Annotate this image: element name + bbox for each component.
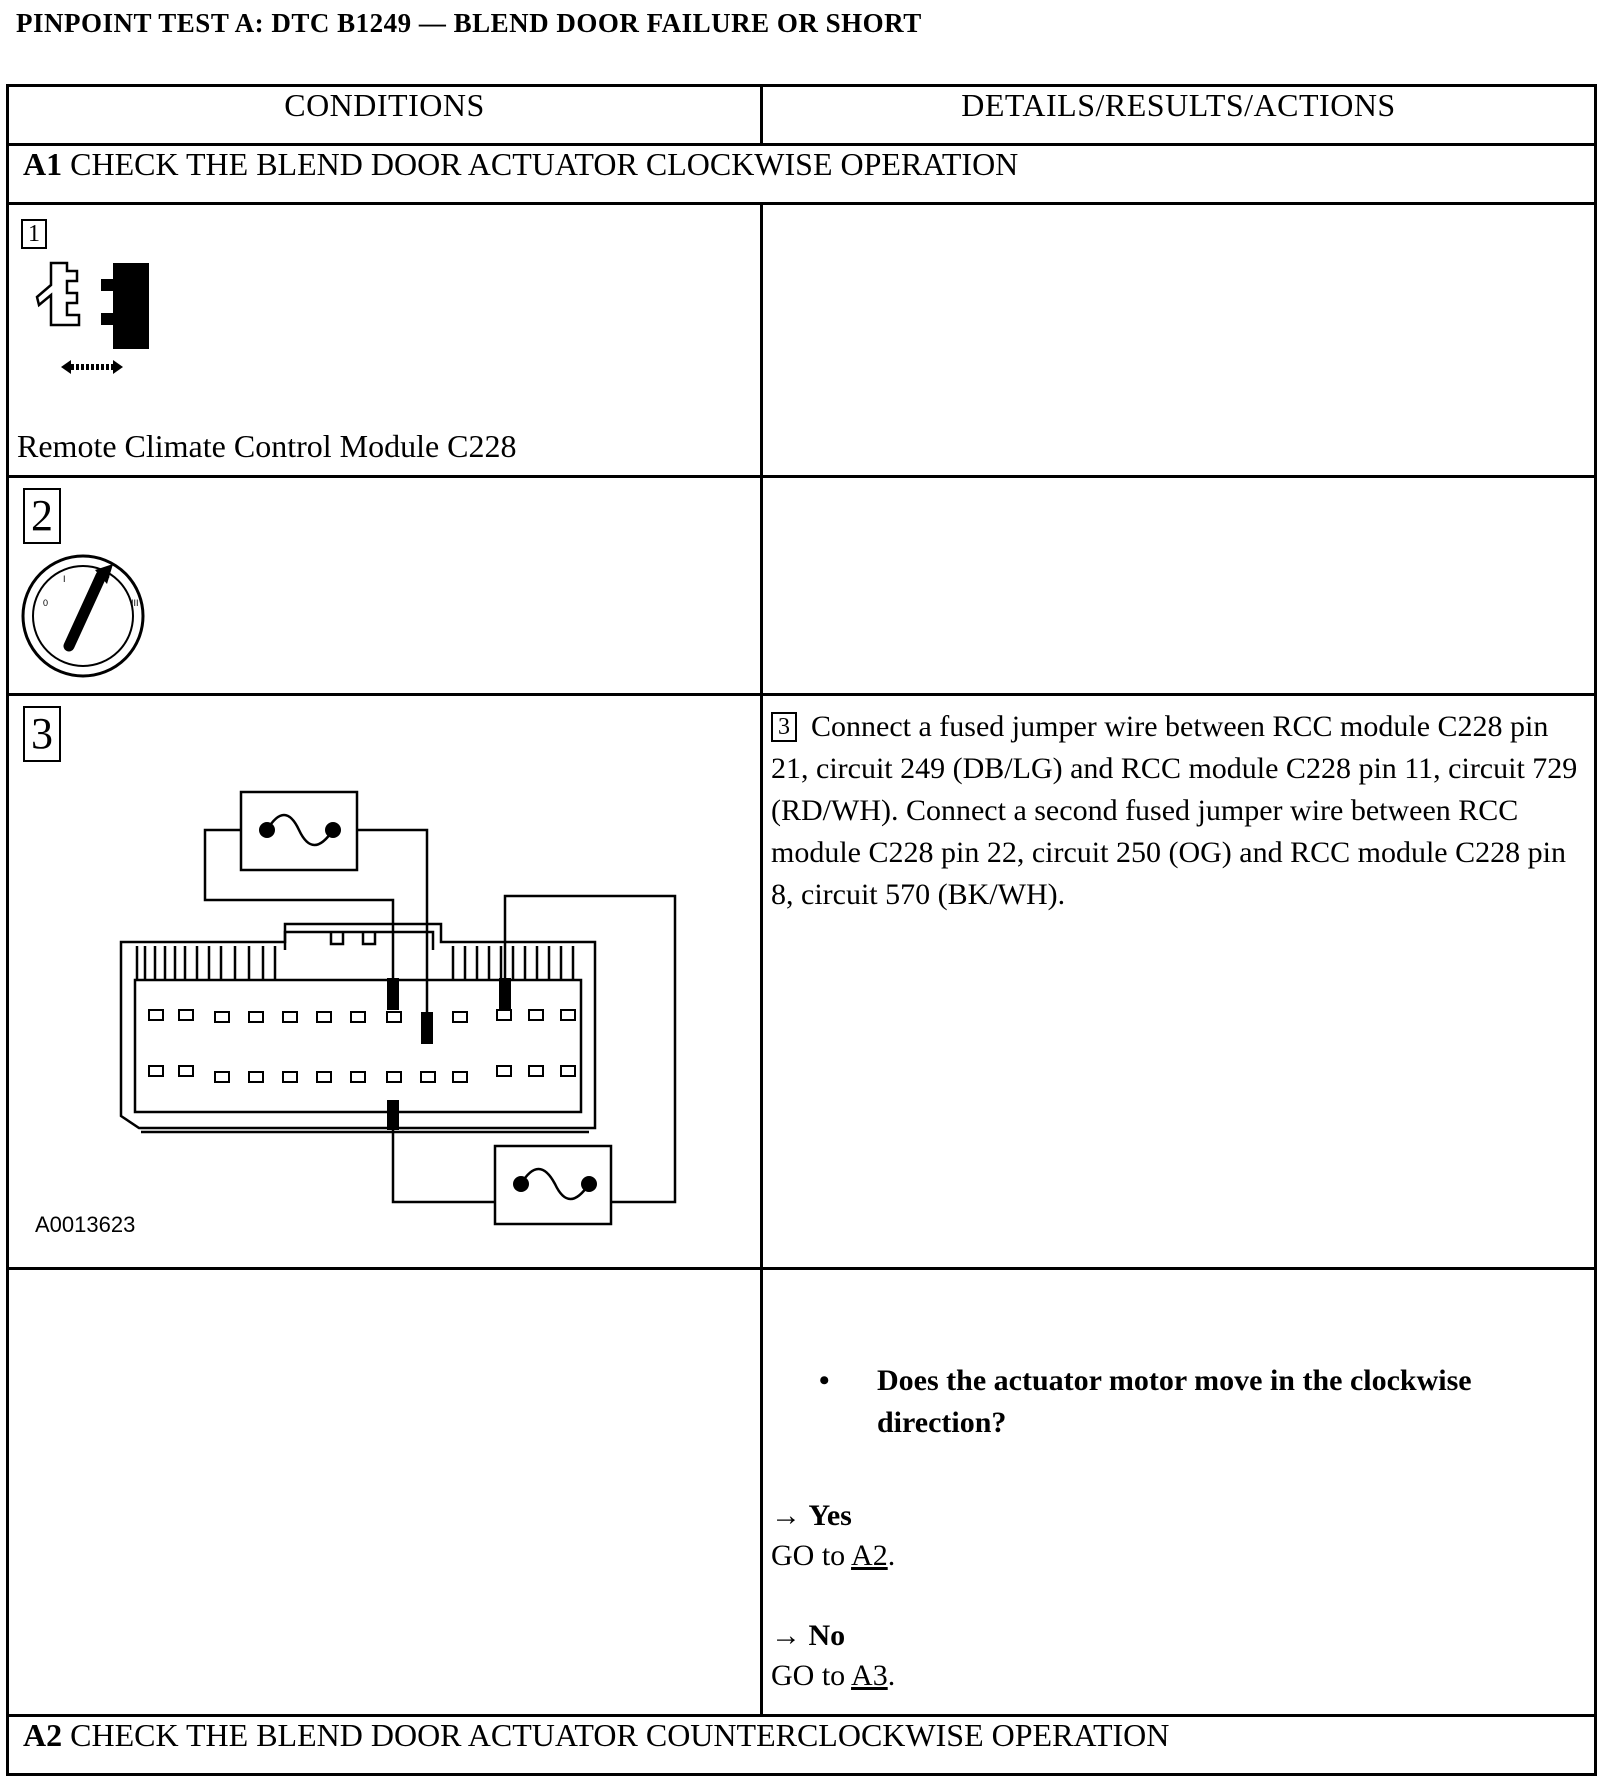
question-condition — [8, 1268, 762, 1715]
link-a3[interactable]: A3 — [851, 1658, 888, 1692]
step-3-condition — [8, 695, 762, 1268]
section-row-a2 — [8, 1715, 1596, 1774]
step-3-inline-number: 3 — [771, 712, 797, 742]
right-arrow-icon: → — [771, 1618, 801, 1652]
result-yes-answer: Yes — [808, 1498, 852, 1532]
question-text: Does the actuator motor move in the clockwise direction? — [877, 1363, 1472, 1439]
pinpoint-table — [6, 84, 1597, 1776]
step-3-instructions: Connect a fused jumper wire between RCC module C228 pin 21, circuit 249 (DB/LG) and RCC module C228 pin 11, circuit 729 (RD/WH). Connect a second fused jumper wire between RCC module C228 pin 22, circuit 250 (OG) and RCC module C228 pin 8, circuit 570 (BK/WH). — [771, 710, 1578, 912]
figure-id: A0013623 — [35, 1212, 136, 1238]
result-no-answer: No — [808, 1618, 846, 1652]
link-a2[interactable]: A2 — [851, 1538, 888, 1572]
conditions-header: CONDITIONS — [8, 86, 762, 145]
step-1-row — [8, 204, 1596, 477]
connector-disconnect-icon — [9, 205, 149, 375]
step-3-row — [8, 695, 1596, 1268]
ignition-label-3: III — [131, 597, 139, 608]
ignition-switch-icon — [9, 478, 149, 688]
section-row-a1 — [8, 145, 1596, 204]
step-3-number: 3 — [23, 706, 61, 762]
ignition-label-0: 0 — [43, 597, 49, 608]
step-1-caption: Remote Climate Control Module C228 — [17, 428, 517, 465]
section-a2-title — [8, 1715, 1596, 1774]
bullet-icon: • — [819, 1363, 830, 1397]
details-header: DETAILS/RESULTS/ACTIONS — [762, 86, 1596, 145]
step-1-number: 1 — [21, 219, 47, 249]
ignition-label-1: I — [63, 573, 66, 584]
step-2-condition — [8, 476, 762, 695]
jumper-wire-diagram — [9, 696, 763, 1262]
ignition-label-2: II — [105, 569, 111, 580]
step-2-row — [8, 476, 1596, 695]
section-a1-id: A1 — [23, 146, 63, 183]
result-no: → No GO to A3. — [771, 1618, 896, 1692]
step-1-details — [762, 204, 1596, 477]
right-arrow-icon: → — [771, 1498, 801, 1532]
result-yes: → Yes GO to A2. — [771, 1498, 896, 1572]
step-2-number: 2 — [23, 488, 61, 544]
section-a2-text: CHECK THE BLEND DOOR ACTUATOR COUNTERCLOCKWISE OPERATION — [70, 1716, 1170, 1753]
question-details — [762, 1268, 1596, 1715]
section-a1-title — [8, 145, 1596, 204]
step-1-condition — [8, 204, 762, 477]
result-no-prefix: GO to — [771, 1658, 846, 1692]
question-row — [8, 1268, 1596, 1715]
step-3-details — [762, 695, 1596, 1268]
section-a1-text: CHECK THE BLEND DOOR ACTUATOR CLOCKWISE OPERATION — [70, 146, 1019, 183]
question-item — [819, 1360, 1574, 1444]
step-2-details — [762, 476, 1596, 695]
table-header-row — [8, 86, 1596, 145]
section-a2-id: A2 — [23, 1716, 63, 1753]
page-title: PINPOINT TEST A: DTC B1249 — BLEND DOOR FAILURE OR SHORT — [16, 8, 922, 38]
result-yes-prefix: GO to — [771, 1538, 846, 1572]
